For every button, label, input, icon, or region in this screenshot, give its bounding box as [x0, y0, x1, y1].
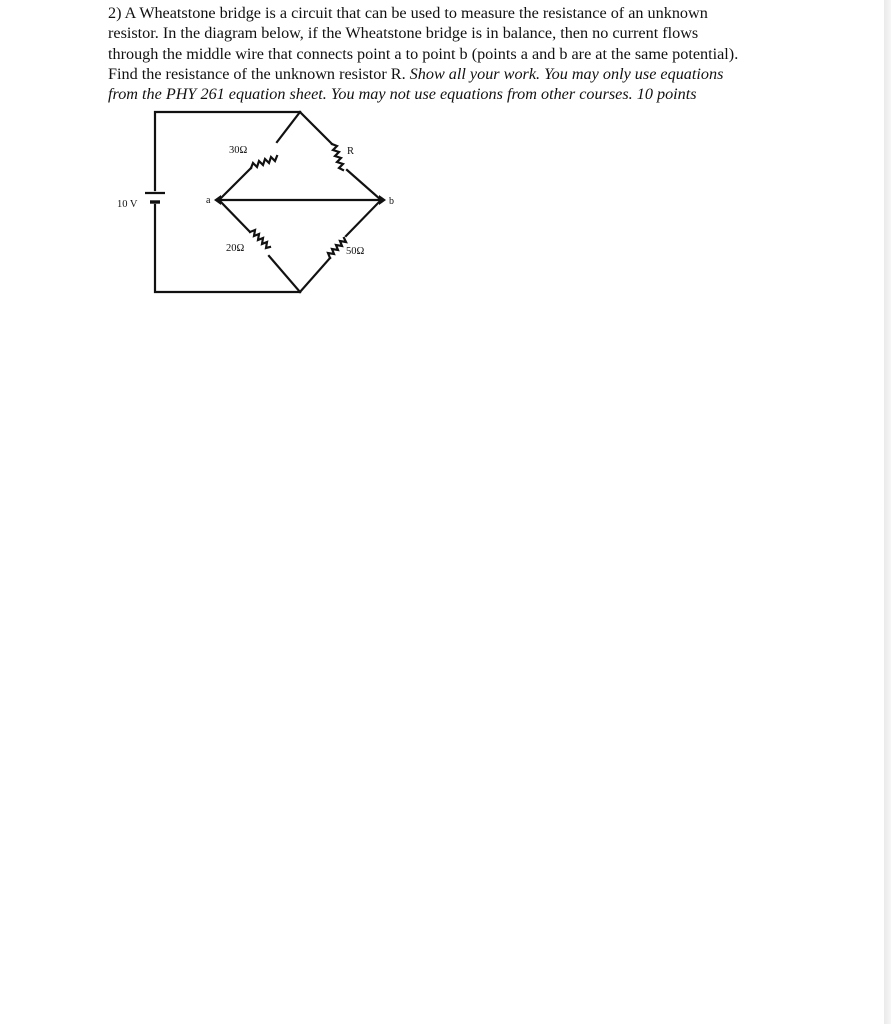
problem-line-2: resistor. In the diagram below, if the Wheatstone bridge is in balance, then no current flows: [108, 24, 699, 43]
branch-bottom-left-lead-bottom: [269, 256, 300, 292]
resistor-r-zigzag: [332, 144, 343, 170]
problem-line-4-plain: Find the resistance of the unknown resistor R.: [108, 64, 410, 83]
problem-line-1: 2) A Wheatstone bridge is a circuit that can be used to measure the resistance of an unknown: [108, 4, 708, 22]
top-wire: [155, 112, 300, 190]
branch-bottom-right-lead-bottom: [300, 258, 330, 292]
node-b-arrow: [379, 195, 386, 205]
branch-top-right-lead-b: [347, 170, 381, 200]
branch-top-right-lead-top: [300, 112, 332, 144]
branch-top-left-lead-top: [277, 112, 300, 142]
branch-bottom-left-lead-a: [219, 200, 250, 232]
resistor-20-label: 20Ω: [226, 243, 245, 254]
node-a-label: a: [206, 195, 211, 206]
battery-label: 10 V: [117, 199, 138, 210]
problem-line-4-italic: Show all your work. You may only use equations: [409, 64, 724, 83]
resistor-30-zigzag: [251, 156, 277, 168]
resistor-50-zigzag: [328, 238, 346, 258]
node-a-arrow: [214, 195, 221, 205]
branch-top-left-lead-a: [219, 168, 251, 200]
node-b-label: b: [389, 196, 394, 207]
resistor-20-zigzag: [250, 230, 270, 248]
resistor-30-label: 30Ω: [229, 145, 248, 156]
resistor-50-label: 50Ω: [346, 246, 365, 257]
problem-line-5-italic: from the PHY 261 equation sheet. You may not use equations from other courses. 10 points: [108, 85, 697, 104]
branch-bottom-right-lead-b: [346, 200, 381, 236]
resistor-r-label: R: [347, 146, 355, 157]
problem-line-3: through the middle wire that connects point a to point b (points a and b are at the same potential).: [108, 44, 739, 63]
